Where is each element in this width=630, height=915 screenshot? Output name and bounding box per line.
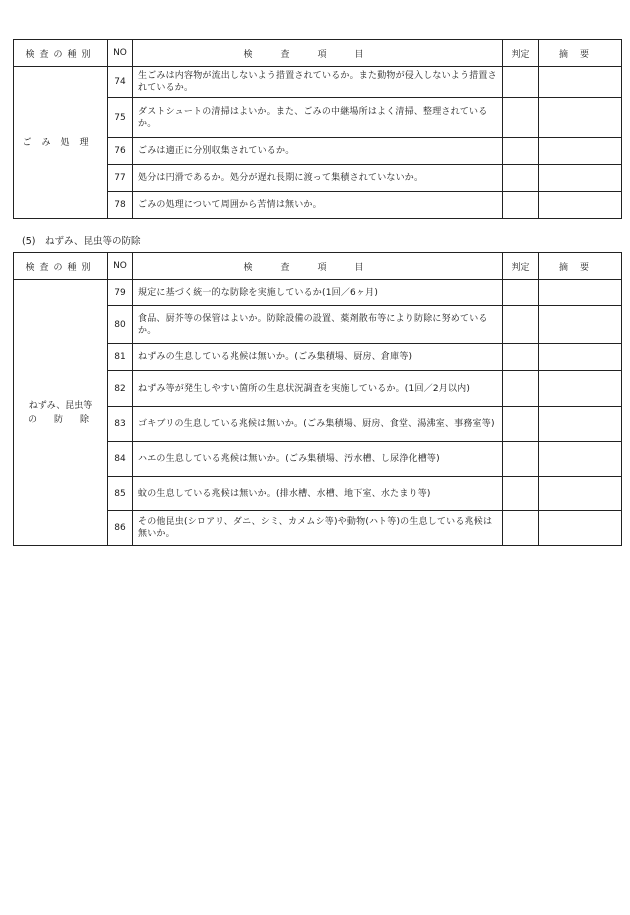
row-no: 80 xyxy=(108,306,133,344)
row-no: 74 xyxy=(108,67,133,98)
row-item-text: その他昆虫(シロアリ、ダニ、シミ、カメムシ等)や動物(ハト等)の生息している兆候は無いか。 xyxy=(133,511,503,546)
section-title-pest-control: (5) ねずみ、昆虫等の防除 xyxy=(22,236,141,247)
summary-cell[interactable] xyxy=(539,442,622,477)
inspection-table-waste xyxy=(13,39,622,219)
judgement-cell[interactable] xyxy=(503,138,539,165)
row-item-text: ごみは適正に分別収集されているか。 xyxy=(133,138,503,165)
row-no: 79 xyxy=(108,280,133,306)
table-header-row xyxy=(14,253,622,280)
row-item-text: ねずみの生息している兆候は無いか。(ごみ集積場、厨房、倉庫等) xyxy=(133,344,503,371)
header-summary: 摘要 xyxy=(539,253,622,280)
summary-cell[interactable] xyxy=(539,477,622,511)
table-row xyxy=(14,280,622,306)
judgement-cell[interactable] xyxy=(503,371,539,407)
judgement-cell[interactable] xyxy=(503,165,539,192)
row-item-text: 処分は円滑であるか。処分が遅れ長期に渡って集積されていないか。 xyxy=(133,165,503,192)
header-inspection-item: 検査項目 xyxy=(133,253,503,280)
row-no: 75 xyxy=(108,98,133,138)
summary-cell[interactable] xyxy=(539,138,622,165)
judgement-cell[interactable] xyxy=(503,477,539,511)
judgement-cell[interactable] xyxy=(503,407,539,442)
summary-cell[interactable] xyxy=(539,165,622,192)
row-item-text: 蚊の生息している兆候は無いか。(排水槽、水槽、地下室、水たまり等) xyxy=(133,477,503,511)
judgement-cell[interactable] xyxy=(503,67,539,98)
row-no: 78 xyxy=(108,192,133,219)
summary-cell[interactable] xyxy=(539,192,622,219)
judgement-cell[interactable] xyxy=(503,344,539,371)
category-line-1: ねずみ、昆虫等 xyxy=(28,400,93,411)
summary-cell[interactable] xyxy=(539,67,622,98)
row-no: 77 xyxy=(108,165,133,192)
row-no: 81 xyxy=(108,344,133,371)
category-line-2: の 防 除 xyxy=(27,414,93,425)
inspection-table-pest xyxy=(13,252,622,546)
header-inspection-type: 検査の種別 xyxy=(14,253,108,280)
row-item-text: 生ごみは内容物が流出しないよう措置されているか。また動物が侵入しないよう措置されているか。 xyxy=(133,67,503,98)
header-judgement: 判定 xyxy=(503,253,539,280)
row-no: 86 xyxy=(108,511,133,546)
row-item-text: ゴキブリの生息している兆候は無いか。(ごみ集積場、厨房、食堂、湯沸室、事務室等) xyxy=(133,407,503,442)
summary-cell[interactable] xyxy=(539,280,622,306)
judgement-cell[interactable] xyxy=(503,98,539,138)
row-item-text: ダストシュートの清掃はよいか。また、ごみの中継場所はよく清掃、整理されているか。 xyxy=(133,98,503,138)
header-no: NO xyxy=(108,253,133,280)
row-no: 76 xyxy=(108,138,133,165)
row-item-text: ねずみ等が発生しやすい箇所の生息状況調査を実施しているか。(1回／2月以内) xyxy=(133,371,503,407)
summary-cell[interactable] xyxy=(539,98,622,138)
table-header-row xyxy=(14,40,622,67)
judgement-cell[interactable] xyxy=(503,280,539,306)
header-summary: 摘要 xyxy=(539,40,622,67)
table-row xyxy=(14,67,622,98)
row-item-text: ハエの生息している兆候は無いか。(ごみ集積場、汚水槽、し尿浄化槽等) xyxy=(133,442,503,477)
row-item-text: ごみの処理について周囲から苦情は無いか。 xyxy=(133,192,503,219)
judgement-cell[interactable] xyxy=(503,192,539,219)
row-no: 82 xyxy=(108,371,133,407)
row-item-text: 食品、厨芥等の保管はよいか。防除設備の設置、薬剤散布等により防除に努めているか。 xyxy=(133,306,503,344)
row-no: 83 xyxy=(108,407,133,442)
header-inspection-item: 検査項目 xyxy=(133,40,503,67)
category-waste-disposal: ごみ処理 xyxy=(14,67,108,219)
summary-cell[interactable] xyxy=(539,371,622,407)
summary-cell[interactable] xyxy=(539,306,622,344)
judgement-cell[interactable] xyxy=(503,511,539,546)
header-judgement: 判定 xyxy=(503,40,539,67)
header-inspection-type: 検査の種別 xyxy=(14,40,108,67)
row-no: 84 xyxy=(108,442,133,477)
summary-cell[interactable] xyxy=(539,407,622,442)
header-no: NO xyxy=(108,40,133,67)
summary-cell[interactable] xyxy=(539,511,622,546)
judgement-cell[interactable] xyxy=(503,306,539,344)
row-item-text: 規定に基づく統一的な防除を実施しているか(1回／6ヶ月) xyxy=(133,280,503,306)
summary-cell[interactable] xyxy=(539,344,622,371)
category-pest-control xyxy=(14,280,108,546)
judgement-cell[interactable] xyxy=(503,442,539,477)
row-no: 85 xyxy=(108,477,133,511)
